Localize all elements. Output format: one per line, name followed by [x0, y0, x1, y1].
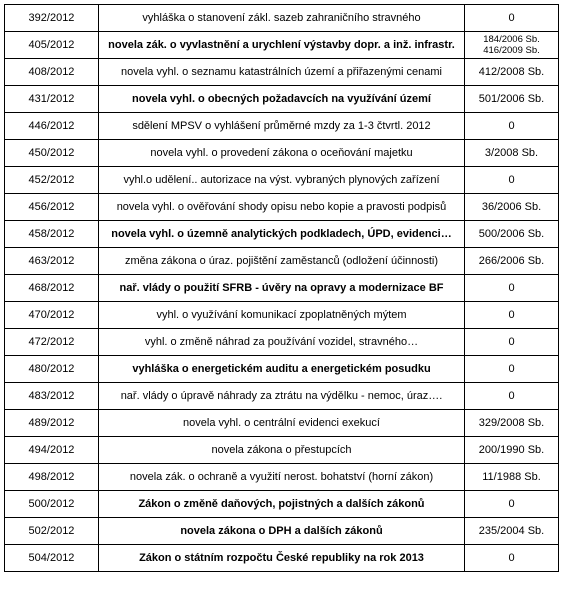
- amended-regulation-cell: [465, 275, 559, 302]
- regulation-description-cell: novela vyhl. o centrální evidenci exekucí: [99, 410, 465, 437]
- amended-regulation-ref: 266/2006 Sb.: [478, 255, 545, 267]
- amended-regulation-cell: [465, 140, 559, 167]
- regulation-description-cell: Zákon o změně daňových, pojistných a dalších zákonů: [99, 491, 465, 518]
- amended-regulation-cell: [465, 248, 559, 275]
- regulation-description-cell: vyhl. o změně náhrad za používání vozidel, stravného…: [99, 329, 465, 356]
- table-row: [5, 59, 559, 86]
- amended-regulation-ref: 501/2006 Sb.: [478, 93, 545, 105]
- table-row: [5, 113, 559, 140]
- amended-regulation-ref: 3/2008 Sb.: [484, 147, 539, 159]
- regulation-description-cell: změna zákona o úraz. pojištění zaměstanců (odložení účinnosti): [99, 248, 465, 275]
- regulation-number-cell: 468/2012: [5, 275, 99, 302]
- regulation-number-cell: 452/2012: [5, 167, 99, 194]
- table-row: [5, 275, 559, 302]
- regulation-description-cell: vyhl. o využívání komunikací zpoplatněných mýtem: [99, 302, 465, 329]
- regulation-description-cell: vyhláška o stanovení zákl. sazeb zahraničního stravného: [99, 5, 465, 32]
- table-body: [5, 5, 559, 572]
- amended-regulation-cell: [465, 194, 559, 221]
- regulation-description-cell: novela zákona o DPH a dalších zákonů: [99, 518, 465, 545]
- regulation-number-cell: 470/2012: [5, 302, 99, 329]
- amended-regulation-ref: 184/2006 Sb.: [483, 34, 540, 45]
- table-row: [5, 167, 559, 194]
- amended-regulation-ref: 416/2009 Sb.: [483, 45, 540, 56]
- table-row: [5, 5, 559, 32]
- amended-regulation-cell: [465, 329, 559, 356]
- amended-regulation-cell: [465, 437, 559, 464]
- regulation-description-cell: Zákon o státním rozpočtu České republiky na rok 2013: [99, 545, 465, 572]
- table-row: [5, 302, 559, 329]
- regulation-description-cell: novela vyhl. o provedení zákona o oceňování majetku: [99, 140, 465, 167]
- amended-regulation-ref: 200/1990 Sb.: [478, 444, 545, 456]
- regulation-description-cell: novela zákona o přestupcích: [99, 437, 465, 464]
- amended-regulation-ref: 500/2006 Sb.: [478, 228, 545, 240]
- regulation-description-cell: novela vyhl. o ověřování shody opisu nebo kopie a pravosti podpisů: [99, 194, 465, 221]
- regulation-description-cell: novela vyhl. o obecných požadavcích na využívání území: [99, 86, 465, 113]
- amended-regulation-cell: [465, 545, 559, 572]
- amended-regulation-ref: 235/2004 Sb.: [478, 525, 545, 537]
- document-page: [4, 4, 558, 572]
- regulation-number-cell: 480/2012: [5, 356, 99, 383]
- regulation-description-cell: novela vyhl. o seznamu katastrálních území a přiřazenými cenami: [99, 59, 465, 86]
- amended-regulation-ref: 0: [508, 498, 515, 510]
- regulation-description-cell: sdělení MPSV o vyhlášení průměrné mzdy za 1-3 čtvrtl. 2012: [99, 113, 465, 140]
- regulation-number-cell: 472/2012: [5, 329, 99, 356]
- regulation-number-cell: 431/2012: [5, 86, 99, 113]
- amended-regulation-cell: [465, 302, 559, 329]
- amended-regulation-cell: [465, 5, 559, 32]
- amended-regulation-cell: [465, 59, 559, 86]
- amended-regulation-cell: [465, 356, 559, 383]
- regulation-number-cell: 483/2012: [5, 383, 99, 410]
- amended-regulation-ref: 0: [508, 390, 515, 402]
- regulation-number-cell: 463/2012: [5, 248, 99, 275]
- regulation-number-cell: 489/2012: [5, 410, 99, 437]
- amended-regulation-ref: 412/2008 Sb.: [478, 66, 545, 78]
- table-row: [5, 329, 559, 356]
- amended-regulation-ref: 0: [508, 12, 515, 24]
- amended-regulation-ref: 0: [508, 336, 515, 348]
- table-row: [5, 383, 559, 410]
- table-row: [5, 437, 559, 464]
- regulation-number-cell: 498/2012: [5, 464, 99, 491]
- table-row: [5, 140, 559, 167]
- amended-regulation-ref: 0: [508, 309, 515, 321]
- table-row: [5, 194, 559, 221]
- regulation-description-cell: novela zák. o ochraně a využití nerost. bohatství (horní zákon): [99, 464, 465, 491]
- table-row: [5, 464, 559, 491]
- table-row: [5, 410, 559, 437]
- table-row: [5, 221, 559, 248]
- regulation-number-cell: 500/2012: [5, 491, 99, 518]
- amended-regulation-cell: [465, 383, 559, 410]
- table-row: [5, 491, 559, 518]
- table-row: [5, 248, 559, 275]
- regulation-number-cell: 450/2012: [5, 140, 99, 167]
- amended-regulation-ref: 0: [508, 552, 515, 564]
- amended-regulation-cell: [465, 410, 559, 437]
- regulation-number-cell: 392/2012: [5, 5, 99, 32]
- table-row: [5, 545, 559, 572]
- regulation-number-cell: 405/2012: [5, 32, 99, 59]
- amended-regulation-ref: 329/2008 Sb.: [478, 417, 545, 429]
- regulation-number-cell: 408/2012: [5, 59, 99, 86]
- regulation-description-cell: nař. vlády o úpravě náhrady za ztrátu na výdělku - nemoc, úraz….: [99, 383, 465, 410]
- table-row: [5, 32, 559, 59]
- amended-regulation-ref: 0: [508, 120, 515, 132]
- amended-regulation-ref: 11/1988 Sb.: [482, 471, 541, 483]
- table-row: [5, 86, 559, 113]
- regulation-number-cell: 456/2012: [5, 194, 99, 221]
- amended-regulation-cell: [465, 491, 559, 518]
- regulation-description-cell: nař. vlády o použití SFRB - úvěry na opravy a modernizace BF: [99, 275, 465, 302]
- amended-regulation-cell: [465, 167, 559, 194]
- regulation-number-cell: 494/2012: [5, 437, 99, 464]
- regulation-description-cell: novela zák. o vyvlastnění a urychlení výstavby dopr. a inž. infrastr.: [99, 32, 465, 59]
- amended-regulation-cell: [465, 518, 559, 545]
- amended-regulation-ref: 0: [508, 363, 515, 375]
- regulation-number-cell: 446/2012: [5, 113, 99, 140]
- regulation-description-cell: novela vyhl. o územně analytických podkladech, ÚPD, evidenci…: [99, 221, 465, 248]
- amended-regulation-ref: 36/2006 Sb.: [481, 201, 542, 213]
- amended-regulation-cell: [465, 221, 559, 248]
- table-row: [5, 518, 559, 545]
- amended-regulation-ref: 0: [508, 174, 515, 186]
- amended-regulation-cell: [465, 464, 559, 491]
- amended-regulation-cell: [465, 86, 559, 113]
- regulation-number-cell: 504/2012: [5, 545, 99, 572]
- legislation-table: [4, 4, 559, 572]
- regulation-number-cell: 458/2012: [5, 221, 99, 248]
- amended-regulation-cell: [465, 32, 559, 59]
- table-row: [5, 356, 559, 383]
- regulation-description-cell: vyhl.o udělení.. autorizace na výst. vybraných plynových zařízení: [99, 167, 465, 194]
- amended-regulation-ref: 0: [508, 282, 515, 294]
- amended-regulation-cell: [465, 113, 559, 140]
- regulation-number-cell: 502/2012: [5, 518, 99, 545]
- regulation-description-cell: vyhláška o energetickém auditu a energetickém posudku: [99, 356, 465, 383]
